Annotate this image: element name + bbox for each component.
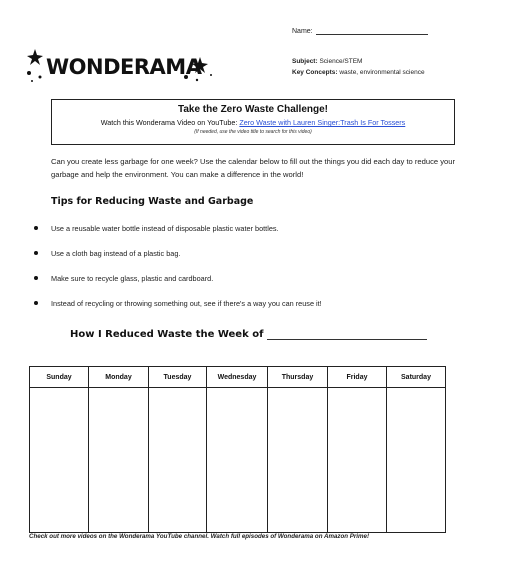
- concepts-value: waste, environmental science: [339, 69, 425, 76]
- day-header-thursday: Thursday: [268, 367, 328, 388]
- week-blank-line[interactable]: [267, 330, 427, 340]
- day-header-tuesday: Tuesday: [149, 367, 207, 388]
- tips-heading: Tips for Reducing Waste and Garbage: [51, 196, 254, 207]
- list-item: [34, 224, 474, 249]
- weekly-calendar: [29, 366, 446, 533]
- name-field: [292, 27, 428, 35]
- day-cell-monday[interactable]: [89, 388, 149, 533]
- list-item: [34, 249, 474, 274]
- challenge-box: [51, 99, 455, 145]
- day-cell-friday[interactable]: [328, 388, 387, 533]
- video-link[interactable]: Zero Waste with Lauren Singer:Trash Is For Tossers: [239, 118, 406, 127]
- name-blank-line[interactable]: [316, 27, 428, 35]
- subject-value: Science/STEM: [319, 58, 363, 65]
- day-header-saturday: Saturday: [387, 367, 446, 388]
- list-item: [34, 299, 474, 324]
- bullet-icon: [34, 301, 38, 305]
- tip-text: Make sure to recycle glass, plastic and cardboard.: [51, 274, 214, 283]
- wonderama-logo: [26, 47, 216, 87]
- footer-note: Check out more videos on the Wonderama YouTube channel. Watch full episodes of Wonderama on Amazon Prime!: [29, 533, 370, 540]
- name-label: Name:: [292, 28, 313, 35]
- worksheet-meta: [292, 56, 425, 78]
- challenge-note: (If needed, use the video title to search for this video): [194, 129, 312, 135]
- day-cell-sunday[interactable]: [30, 388, 89, 533]
- week-heading: [70, 329, 427, 340]
- concepts-line: [292, 67, 425, 78]
- calendar-entry-row: [30, 388, 446, 533]
- concepts-label: Key Concepts:: [292, 69, 338, 76]
- day-cell-saturday[interactable]: [387, 388, 446, 533]
- day-cell-wednesday[interactable]: [207, 388, 268, 533]
- list-item: [34, 274, 474, 299]
- calendar-header-row: [30, 367, 446, 388]
- day-header-sunday: Sunday: [30, 367, 89, 388]
- day-header-monday: Monday: [89, 367, 149, 388]
- day-header-wednesday: Wednesday: [207, 367, 268, 388]
- challenge-title: Take the Zero Waste Challenge!: [177, 104, 329, 115]
- week-heading-text: How I Reduced Waste the Week of: [70, 329, 264, 340]
- subject-line: [292, 56, 425, 67]
- bullet-icon: [34, 276, 38, 280]
- bullet-icon: [34, 251, 38, 255]
- bullet-icon: [34, 226, 38, 230]
- day-header-friday: Friday: [328, 367, 387, 388]
- tips-list: [34, 224, 474, 324]
- tip-text: Instead of recycling or throwing something out, see if there's a way you can reuse it!: [51, 299, 322, 308]
- day-cell-tuesday[interactable]: [149, 388, 207, 533]
- tip-text: Use a cloth bag instead of a plastic bag.: [51, 249, 181, 258]
- subject-label: Subject:: [292, 58, 318, 65]
- watch-line: [52, 118, 454, 127]
- intro-paragraph: Can you create less garbage for one week? Use the calendar below to fill out the things you did each day to reduce your garbage and help the environment. You can make a difference in the world!: [51, 157, 455, 179]
- tip-text: Use a reusable water bottle instead of disposable plastic water bottles.: [51, 224, 279, 233]
- watch-text: Watch this Wonderama Video on YouTube:: [100, 118, 238, 127]
- logo-wordmark: WONDERAMA: [46, 55, 202, 79]
- day-cell-thursday[interactable]: [268, 388, 328, 533]
